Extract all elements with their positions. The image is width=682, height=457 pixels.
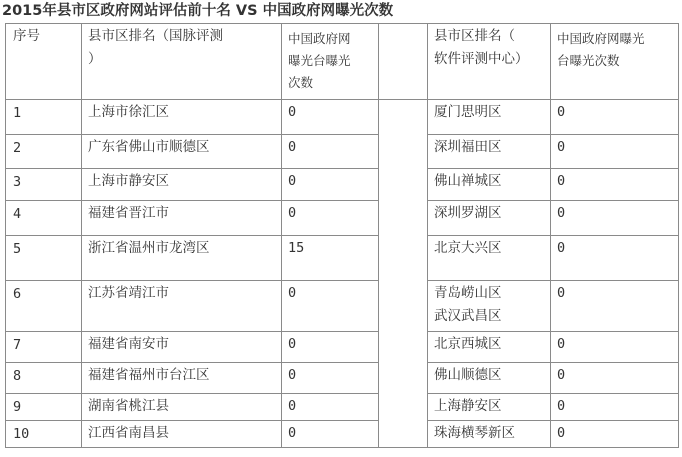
county-name: 广东省佛山市顺德区 [82,135,282,169]
exposure-count-a: 0 [282,421,379,448]
software-ranking-name [428,394,551,421]
exposure-count-a: 0 [282,135,379,169]
header-county-ranking [82,24,282,100]
row-number: 5 [6,236,82,281]
table-row [6,236,679,281]
exposure-count-b: 0 [551,100,679,135]
table-row [6,421,679,448]
exposure-count-b: 0 [551,281,679,332]
header-seq: 序号 [6,24,82,100]
row-number: 8 [6,363,82,394]
exposure-count-b: 0 [551,169,679,201]
software-ranking-name [428,281,551,332]
header-exposure-b-line: 中国政府网曝光 [557,31,645,46]
row-number: 6 [6,281,82,332]
software-ranking-name [428,236,551,281]
software-ranking-line: 北京西城区 [434,336,502,352]
header-row [6,24,679,100]
table-row [6,363,679,394]
header-software-ranking-line: 县市区排名（ [434,28,515,44]
exposure-count-a: 15 [282,236,379,281]
county-name: 上海市徐汇区 [82,100,282,135]
gap-cell [379,24,428,100]
gap-cell [379,100,428,448]
exposure-count-a: 0 [282,201,379,236]
software-ranking-name [428,363,551,394]
software-ranking-line: 佛山顺德区 [434,367,502,383]
county-name: 福建省南安市 [82,332,282,363]
county-name: 浙江省温州市龙湾区 [82,236,282,281]
row-number: 2 [6,135,82,169]
row-number: 1 [6,100,82,135]
software-ranking-line: 厦门思明区 [434,104,502,120]
county-name: 江西省南昌县 [82,421,282,448]
header-county-ranking-line: 县市区排名（国脉评测 [88,28,223,44]
exposure-count-b: 0 [551,201,679,236]
county-name: 上海市静安区 [82,169,282,201]
software-ranking-line: 武汉武昌区 [434,308,502,324]
exposure-count-a: 0 [282,281,379,332]
header-exposure-a-line: 次数 [288,75,314,90]
table-row [6,100,679,135]
ranking-table [5,23,679,448]
county-name: 福建省福州市台江区 [82,363,282,394]
software-ranking-line: 北京大兴区 [434,240,502,256]
exposure-count-a: 0 [282,100,379,135]
software-ranking-line: 佛山禅城区 [434,173,502,189]
header-exposure-a-line: 中国政府网 [288,31,351,46]
exposure-count-a: 0 [282,332,379,363]
table-row [6,169,679,201]
row-number: 7 [6,332,82,363]
software-ranking-name [428,421,551,448]
exposure-count-b: 0 [551,394,679,421]
software-ranking-name [428,100,551,135]
table-row [6,332,679,363]
software-ranking-line: 上海静安区 [434,398,502,414]
page-title: 2015年县市区政府网站评估前十名 VS 中国政府网曝光次数 [2,3,394,19]
header-exposure-a-line: 曝光台曝光 [288,53,351,68]
software-ranking-line: 深圳罗湖区 [434,205,502,221]
exposure-count-b: 0 [551,135,679,169]
row-number: 10 [6,421,82,448]
exposure-count-b: 0 [551,363,679,394]
header-county-ranking-line: ） [88,51,102,67]
row-number: 3 [6,169,82,201]
exposure-count-a: 0 [282,394,379,421]
software-ranking-name [428,332,551,363]
header-exposure-b [551,24,679,100]
county-name: 湖南省桃江县 [82,394,282,421]
row-number: 4 [6,201,82,236]
table-row [6,201,679,236]
row-number: 9 [6,394,82,421]
exposure-count-a: 0 [282,169,379,201]
table-row [6,135,679,169]
header-exposure-a [282,24,379,100]
exposure-count-b: 0 [551,236,679,281]
header-software-ranking [428,24,551,100]
software-ranking-name [428,169,551,201]
table-row [6,394,679,421]
software-ranking-name [428,135,551,169]
header-exposure-b-line: 台曝光次数 [557,53,620,68]
exposure-count-b: 0 [551,421,679,448]
exposure-count-a: 0 [282,363,379,394]
county-name: 江苏省靖江市 [82,281,282,332]
exposure-count-b: 0 [551,332,679,363]
table-row [6,281,679,332]
software-ranking-line: 深圳福田区 [434,139,502,155]
county-name: 福建省晋江市 [82,201,282,236]
software-ranking-line: 珠海横琴新区 [434,425,515,441]
software-ranking-line: 青岛崂山区 [434,285,502,301]
software-ranking-name [428,201,551,236]
header-software-ranking-line: 软件评测中心） [434,51,529,67]
